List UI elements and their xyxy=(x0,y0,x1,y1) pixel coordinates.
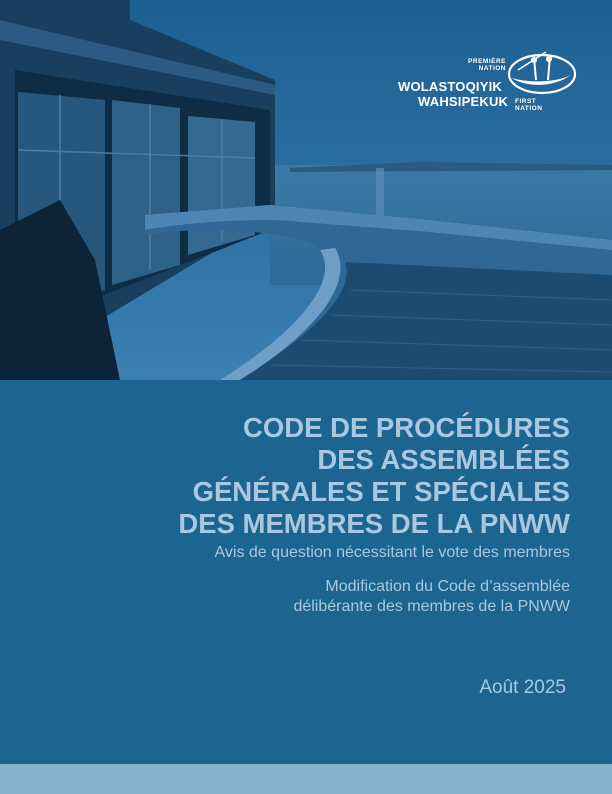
logo-name-line1: WOLASTOQIYIK xyxy=(398,79,502,94)
bottom-band xyxy=(0,764,612,794)
title-line: CODE DE PROCÉDURES xyxy=(243,412,570,443)
logo-premiere: PREMIÈRE xyxy=(468,58,506,65)
logo-name-line2: WAHSIPEKUK xyxy=(418,94,509,109)
canoe-icon xyxy=(506,48,578,96)
title-line: DES ASSEMBLÉES xyxy=(317,444,570,475)
logo-bottom-text xyxy=(515,98,555,112)
wolastoqiyik-logo xyxy=(398,48,578,128)
title-line: GÉNÉRALES ET SPÉCIALES xyxy=(192,476,570,507)
title-line: DES MEMBRES DE LA PNWW xyxy=(178,508,570,539)
document-description xyxy=(50,577,570,617)
logo-top-text xyxy=(456,58,506,72)
document-date: Août 2025 xyxy=(479,677,566,698)
logo-first: FIRST xyxy=(515,98,537,105)
description-line: délibérante des membres de la PNWW xyxy=(293,598,570,615)
description-line: Modification du Code d’assemblée xyxy=(325,578,570,595)
logo-nation-fr: NATION xyxy=(478,65,506,72)
logo-nation-en: NATION xyxy=(515,105,543,112)
document-subtitle: Avis de question nécessitant le vote des membres xyxy=(214,544,570,561)
document-title xyxy=(50,412,570,540)
